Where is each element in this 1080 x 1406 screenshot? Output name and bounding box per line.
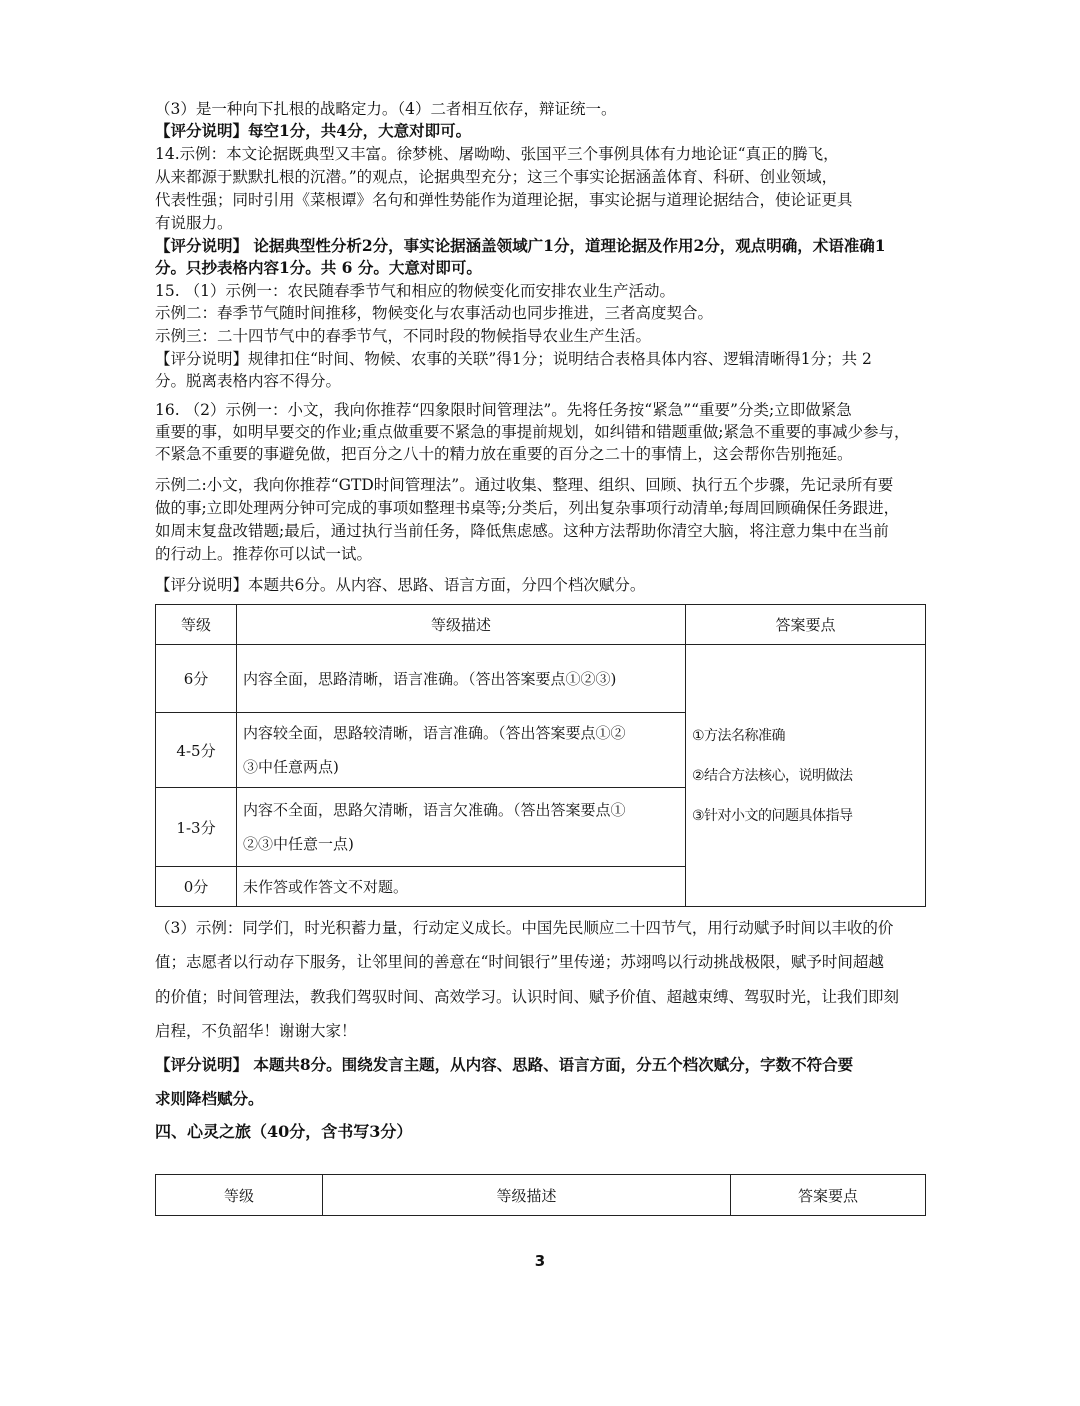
q14-line: 有说服力。 bbox=[155, 214, 233, 232]
q14-scoring-note: 分。只抄表格内容1分。共 6 分。大意对即可。 bbox=[155, 258, 482, 277]
key-points-cell bbox=[686, 645, 926, 907]
grade-level: 1-3分 bbox=[156, 788, 237, 867]
q16-scoring-note: 【评分说明】本题共6分。从内容、思路、语言方面，分四个档次赋分。 bbox=[155, 576, 646, 594]
grade-description bbox=[237, 788, 686, 867]
q16-3-scoring-note: 【评分说明】 本题共8分。围绕发言主题，从内容、思路、语言方面，分五个档次赋分，字数不符合要 bbox=[155, 1055, 854, 1074]
grade-description-line: 未作答或作答文不对题。 bbox=[243, 877, 409, 896]
q14-scoring-note: 【评分说明】 论据典型性分析2分，事实论据涵盖领域广1分，道理论据及作用2分，观点明确，术语准确1 bbox=[155, 236, 886, 255]
q16-example2-line: 示例二:小文，我向你推荐“GTD时间管理法”。通过收集、整理、组织、回顾、执行五个步骤，先记录所有要 bbox=[155, 476, 894, 494]
q14-line: 从来都源于默默扎根的沉潜。”的观点，论据典型充分；这三个事实论据涵盖体育、科研、创业领域， bbox=[155, 168, 838, 186]
header-description: 等级描述 bbox=[323, 1175, 731, 1216]
grade-description-line: ③中任意两点) bbox=[243, 758, 339, 776]
q16-example2-line: 做的事;立即处理两分钟可完成的事项如整理书桌等;分类后，列出复杂事项行动清单;每周回顾确保任务跟进， bbox=[155, 499, 900, 517]
grade-description-line: 内容较全面，思路较清晰，语言准确。（答出答案要点①② bbox=[243, 724, 626, 742]
grade-description-line: 内容全面，思路清晰，语言准确。（答出答案要点①②③) bbox=[243, 669, 617, 688]
grade-level: 0分 bbox=[156, 867, 237, 907]
key-point: ①方法名称准确 bbox=[692, 727, 786, 744]
q16-example2-line: 的行动上。推荐你可以试一试。 bbox=[155, 545, 373, 563]
q16-example1-line: 不紧急不重要的事避免做，把百分之八十的精力放在重要的百分之二十的事情上，这会帮你告别拖延。 bbox=[155, 445, 853, 463]
q15-line: 15. （1）示例一：农民随春季节气和相应的物候变化而安排农业生产活动。 bbox=[155, 282, 675, 300]
grade-level: 4-5分 bbox=[156, 713, 237, 788]
q15-line: 【评分说明】规律扣住“时间、物候、农事的关联”得1分；说明结合表格具体内容、逻辑清晰得1分；共 2 bbox=[155, 350, 872, 368]
section-heading: 四、心灵之旅（40分，含书写3分） bbox=[155, 1122, 413, 1141]
q15-line: 分。脱离表格内容不得分。 bbox=[155, 372, 342, 390]
q15-line: 示例二：春季节气随时间推移，物候变化与农事活动也同步推进，三者高度契合。 bbox=[155, 304, 714, 322]
q16-3-line: 启程，不负韶华！谢谢大家！ bbox=[155, 1022, 357, 1040]
header-key-points: 答案要点 bbox=[686, 605, 926, 645]
q16-3-line: 的价值；时间管理法，教我们驾驭时间、高效学习。认识时间、赋予价值、超越束缚、驾驭时光，让我们即刻 bbox=[155, 988, 900, 1006]
q14-line: 代表性强；同时引用《菜根谭》名句和弹性势能作为道理论据，事实论据与道理论据结合，使论证更具 bbox=[155, 191, 853, 209]
key-point: ③针对小文的问题具体指导 bbox=[692, 807, 853, 824]
grade-description-line: 内容不全面，思路欠清晰，语言欠准确。（答出答案要点① bbox=[243, 801, 626, 819]
q13-scoring-note: 【评分说明】每空1分，共4分，大意对即可。 bbox=[155, 121, 472, 140]
grading-table bbox=[155, 604, 926, 907]
header-key-points: 答案要点 bbox=[731, 1175, 926, 1216]
q16-3-line: （3）示例：同学们，时光积蓄力量，行动定义成长。中国先民顺应二十四节气，用行动赋予时间以丰收的价 bbox=[155, 919, 894, 937]
key-point: ②结合方法核心，说明做法 bbox=[692, 767, 853, 784]
grade-description bbox=[237, 867, 686, 907]
header-level: 等级 bbox=[156, 1175, 323, 1216]
q13-answer-tail: （3）是一种向下扎根的战略定力。（4）二者相互依存，辩证统一。 bbox=[155, 100, 617, 118]
q16-3-line: 值；志愿者以行动存下服务，让邻里间的善意在“时间银行”里传递；苏翊鸣以行动挑战极限，赋予时间超越 bbox=[155, 953, 884, 971]
page-number: 3 bbox=[534, 1252, 546, 1270]
header-description: 等级描述 bbox=[237, 605, 686, 645]
grade-description bbox=[237, 645, 686, 713]
q16-example1-line: 重要的事，如明早要交的作业;重点做重要不紧急的事提前规划，如纠错和错题重做;紧急不重要的事减少参与， bbox=[155, 423, 910, 441]
grade-description-line: ②③中任意一点) bbox=[243, 835, 354, 853]
q16-example2-line: 如周末复盘改错题;最后，通过执行当前任务，降低焦虑感。这种方法帮助你清空大脑，将注意力集中在当前 bbox=[155, 522, 889, 540]
header-level: 等级 bbox=[156, 605, 237, 645]
q14-line: 14.示例：本文论据既典型又丰富。徐梦桃、屠呦呦、张国平三个事例具体有力地论证“真正的腾飞， bbox=[155, 145, 839, 163]
grade-description bbox=[237, 713, 686, 788]
section4-table bbox=[155, 1174, 926, 1216]
q15-line: 示例三：二十四节气中的春季节气，不同时段的物候指导农业生产生活。 bbox=[155, 327, 652, 345]
q16-example1-line: 16. （2）示例一：小文，我向你推荐“四象限时间管理法”。先将任务按“紧急”“重要”分类;立即做紧急 bbox=[155, 401, 852, 419]
q16-3-scoring-note: 求则降档赋分。 bbox=[155, 1089, 264, 1108]
grade-level: 6分 bbox=[156, 645, 237, 713]
